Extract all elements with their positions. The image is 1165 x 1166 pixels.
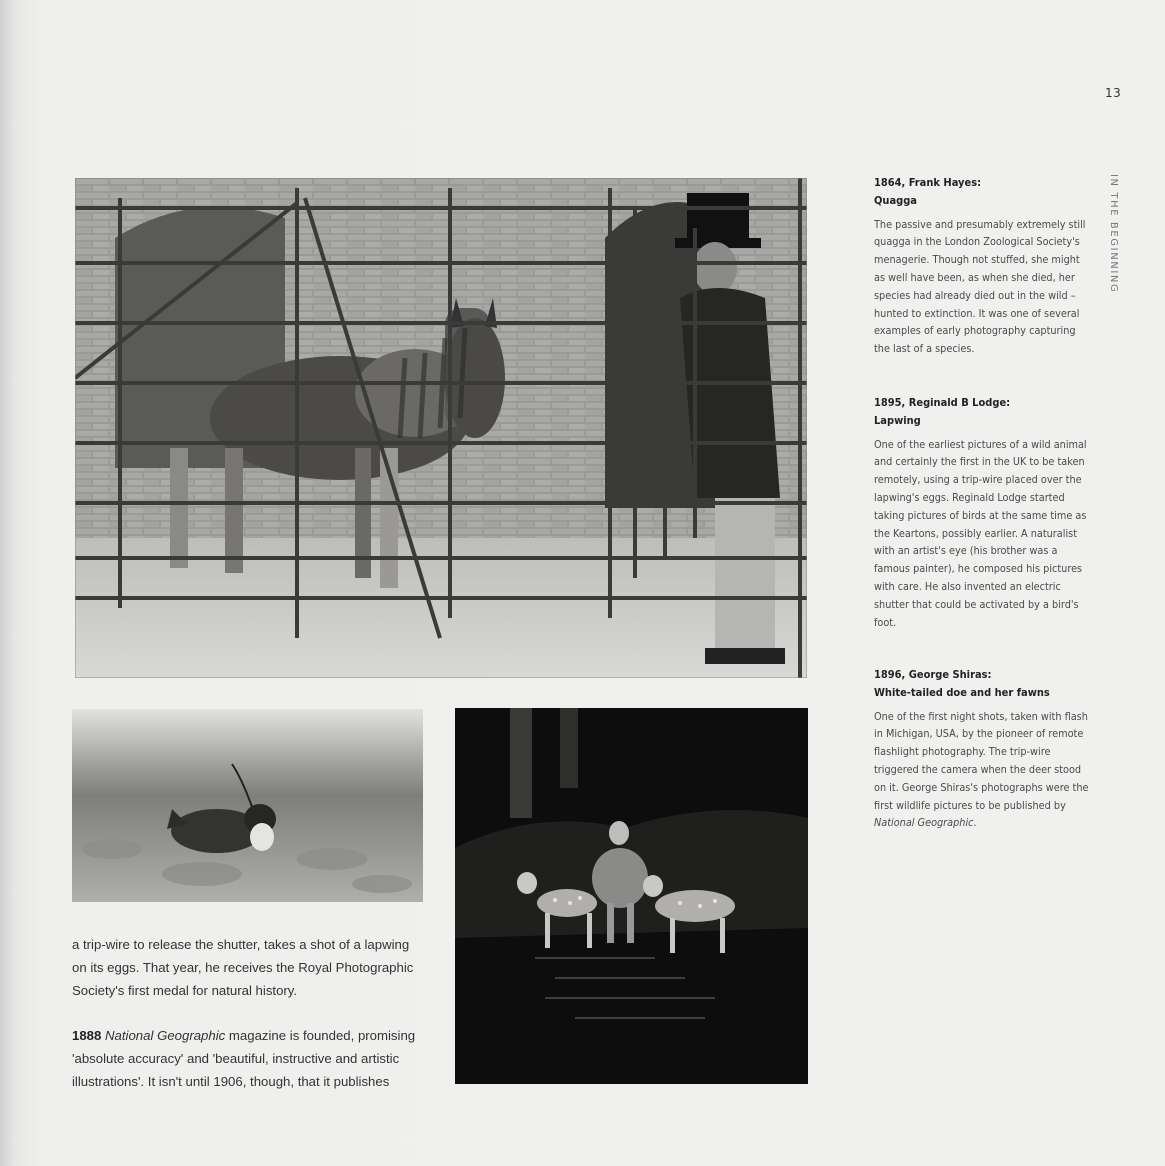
body-paragraph-1: a trip-wire to release the shutter, takes a shot of a lapwing on its eggs. That year, he receives the Royal Photographic Society's first medal for natural history. (72, 937, 414, 999)
running-head: IN THE BEGINNING (1108, 174, 1119, 294)
caption-title (874, 394, 1089, 430)
caption-title-line: 1896, George Shiras: (874, 668, 992, 681)
body-paragraph-2 (72, 1024, 422, 1094)
publication-name: National Geographic (105, 1028, 226, 1043)
caption-quagga (874, 174, 1089, 358)
publication-name: National Geographic (874, 816, 974, 830)
body-text-part: magazine is founded, promising 'absolute accuracy' and 'beautiful, instructive and artistic illustrations'. It isn't until 1906, though, that it publishes (72, 1028, 416, 1090)
caption-text-part: . (973, 816, 977, 830)
caption-text: One of the earliest pictures of a wild animal and certainly the first in the UK to be taken remotely, using a trip-wire placed over the lapwing's eggs. Reginald Lodge started taking pictures of birds at the same time as the Keartons, possibly earlier. A naturalist with an artist's eye (his brother was a famous painter), he composed his pictures with care. He also invented an electric shutter that could be activated by a bird's foot. (874, 437, 1087, 629)
caption-text (874, 708, 1089, 833)
caption-lapwing (874, 394, 1089, 631)
timeline-year: 1888 (72, 1028, 102, 1043)
quagga-photograph (75, 178, 807, 678)
caption-title-line: 1864, Frank Hayes: (874, 176, 982, 189)
caption-title-line: White-tailed doe and her fawns (874, 685, 1050, 699)
caption-deer (874, 666, 1089, 832)
page-number: 13 (1105, 86, 1122, 100)
caption-title-line: Quagga (874, 193, 917, 207)
caption-title (874, 666, 1089, 702)
caption-title-line: Lapwing (874, 413, 921, 427)
lapwing-photograph (72, 709, 423, 902)
caption-text-part: One of the first night shots, taken with flash in Michigan, USA, by the pioneer of remote flashlight photography. The trip-wire triggered the camera when the deer stood on it. George Shiras's photographs were the first wildlife pictures to be published by (874, 709, 1089, 812)
caption-title-line: 1895, Reginald B Lodge: (874, 396, 1011, 409)
caption-title (874, 174, 1089, 210)
caption-text: The passive and presumably extremely still quagga in the London Zoological Society's menagerie. Though not stuffed, she might as well have been, as when she died, her species had already died out in the wild – hunted to extinction. It was one of several examples of early photography capturing the last of a species. (874, 217, 1086, 356)
deer-photograph (455, 708, 808, 1084)
